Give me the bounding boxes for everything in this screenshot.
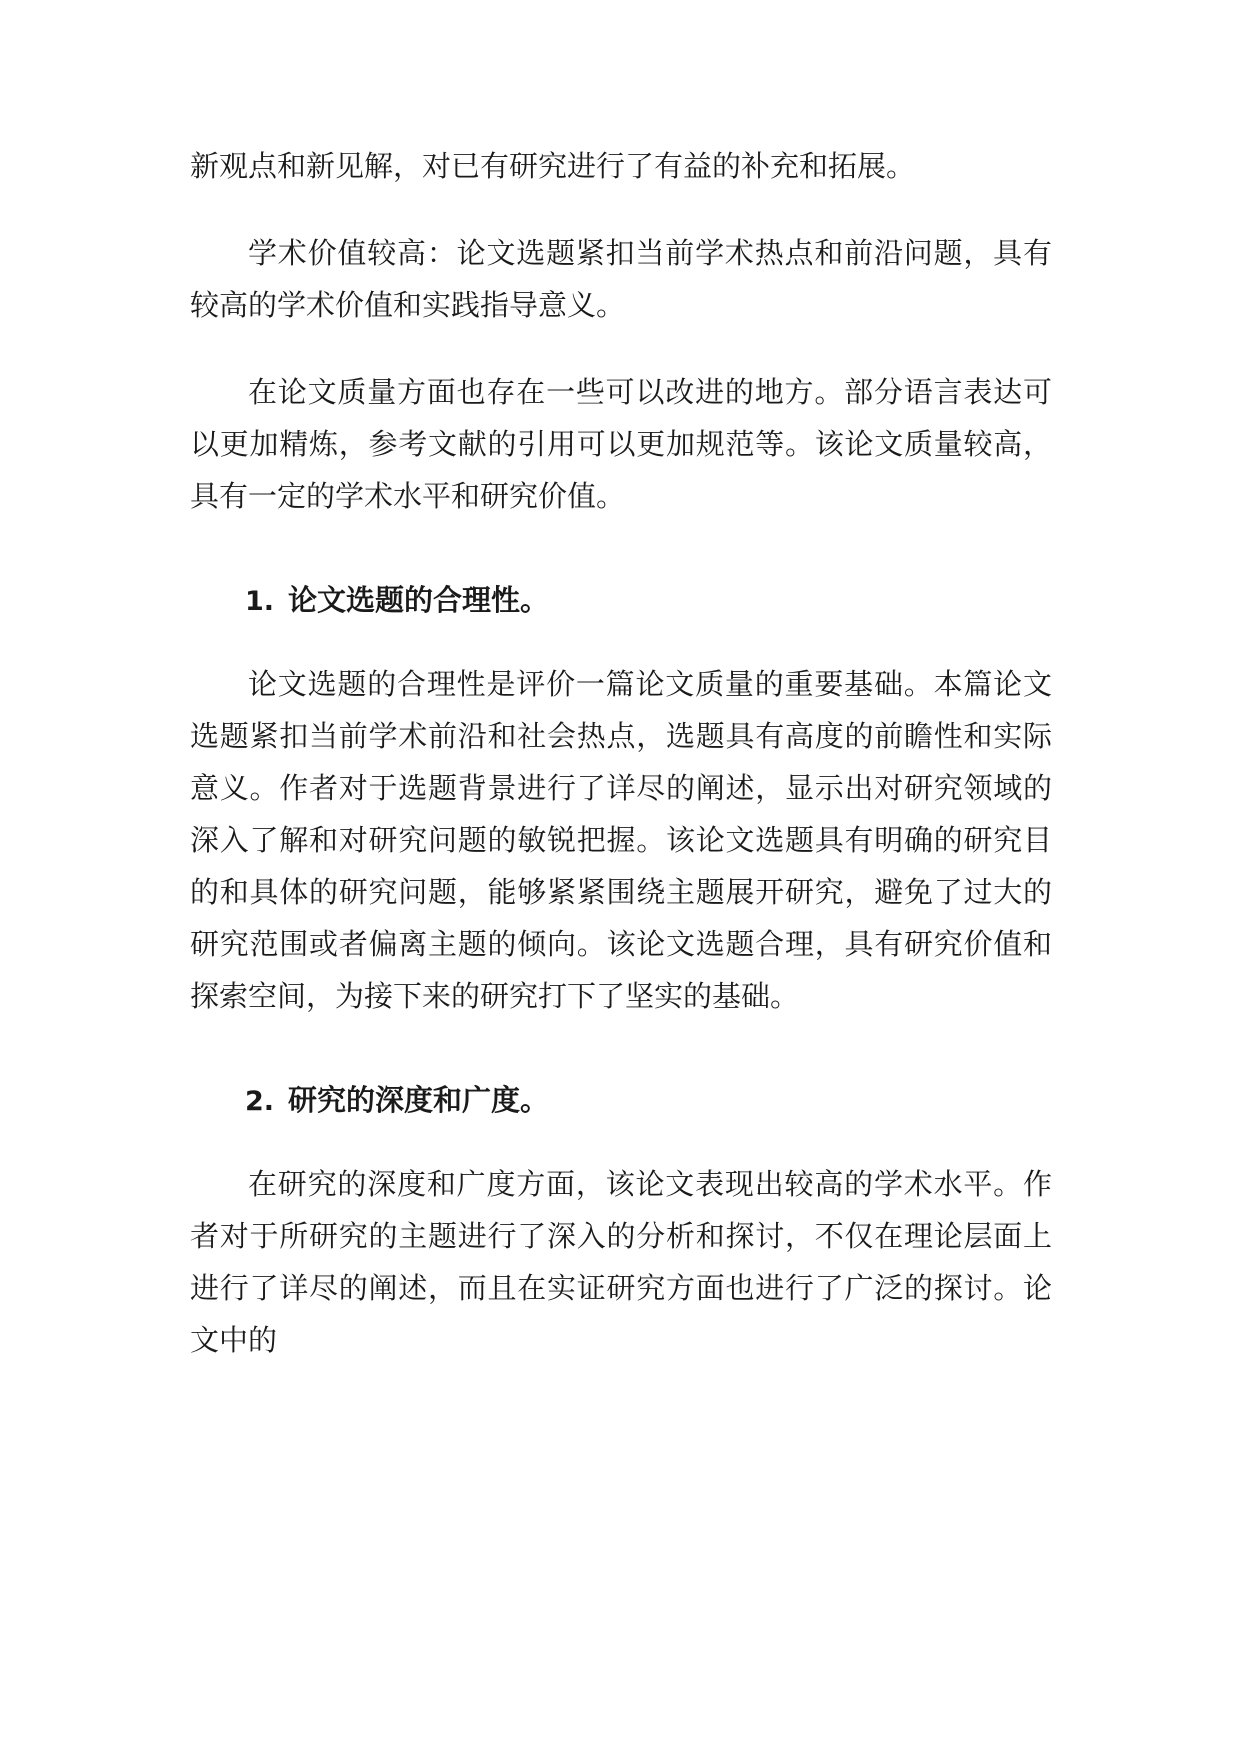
paragraph-continuation: 新观点和新见解，对已有研究进行了有益的补充和拓展。: [190, 149, 916, 183]
paragraph-academic-value: 学术价值较高：论文选题紧扣当前学术热点和前沿问题，具有较高的学术价值和实践指导意义。: [190, 236, 1052, 322]
section-title: 论文选题的合理性。: [288, 583, 550, 617]
paragraph-depth-breadth: 在研究的深度和广度方面，该论文表现出较高的学术水平。作者对于所研究的主题进行了深入的分析和探讨，不仅在理论层面上进行了详尽的阐述，而且在实证研究方面也进行了广泛的探讨。论文中的: [190, 1167, 1052, 1357]
section-heading-depth-breadth: [190, 1074, 1052, 1128]
section-number: 1.: [245, 586, 275, 617]
document-body: [190, 140, 1052, 1401]
paragraph-topic-rationality: 论文选题的合理性是评价一篇论文质量的重要基础。本篇论文选题紧扣当前学术前沿和社会热点，选题具有高度的前瞻性和实际意义。作者对于选题背景进行了详尽的阐述，显示出对研究领域的深入了解和对研究问题的敏锐把握。该论文选题具有明确的研究目的和具体的研究问题，能够紧紧围绕主题展开研究，避免了过大的研究范围或者偏离主题的倾向。该论文选题合理，具有研究价值和探索空间，为接下来的研究打下了坚实的基础。: [190, 667, 1052, 1013]
section-number: 2.: [245, 1086, 275, 1117]
section-title: 研究的深度和广度。: [288, 1083, 550, 1117]
section-heading-topic-rationality: [190, 574, 1052, 628]
paragraph-quality-improvement: 在论文质量方面也存在一些可以改进的地方。部分语言表达可以更加精炼，参考文献的引用可以更加规范等。该论文质量较高，具有一定的学术水平和研究价值。: [190, 375, 1052, 513]
